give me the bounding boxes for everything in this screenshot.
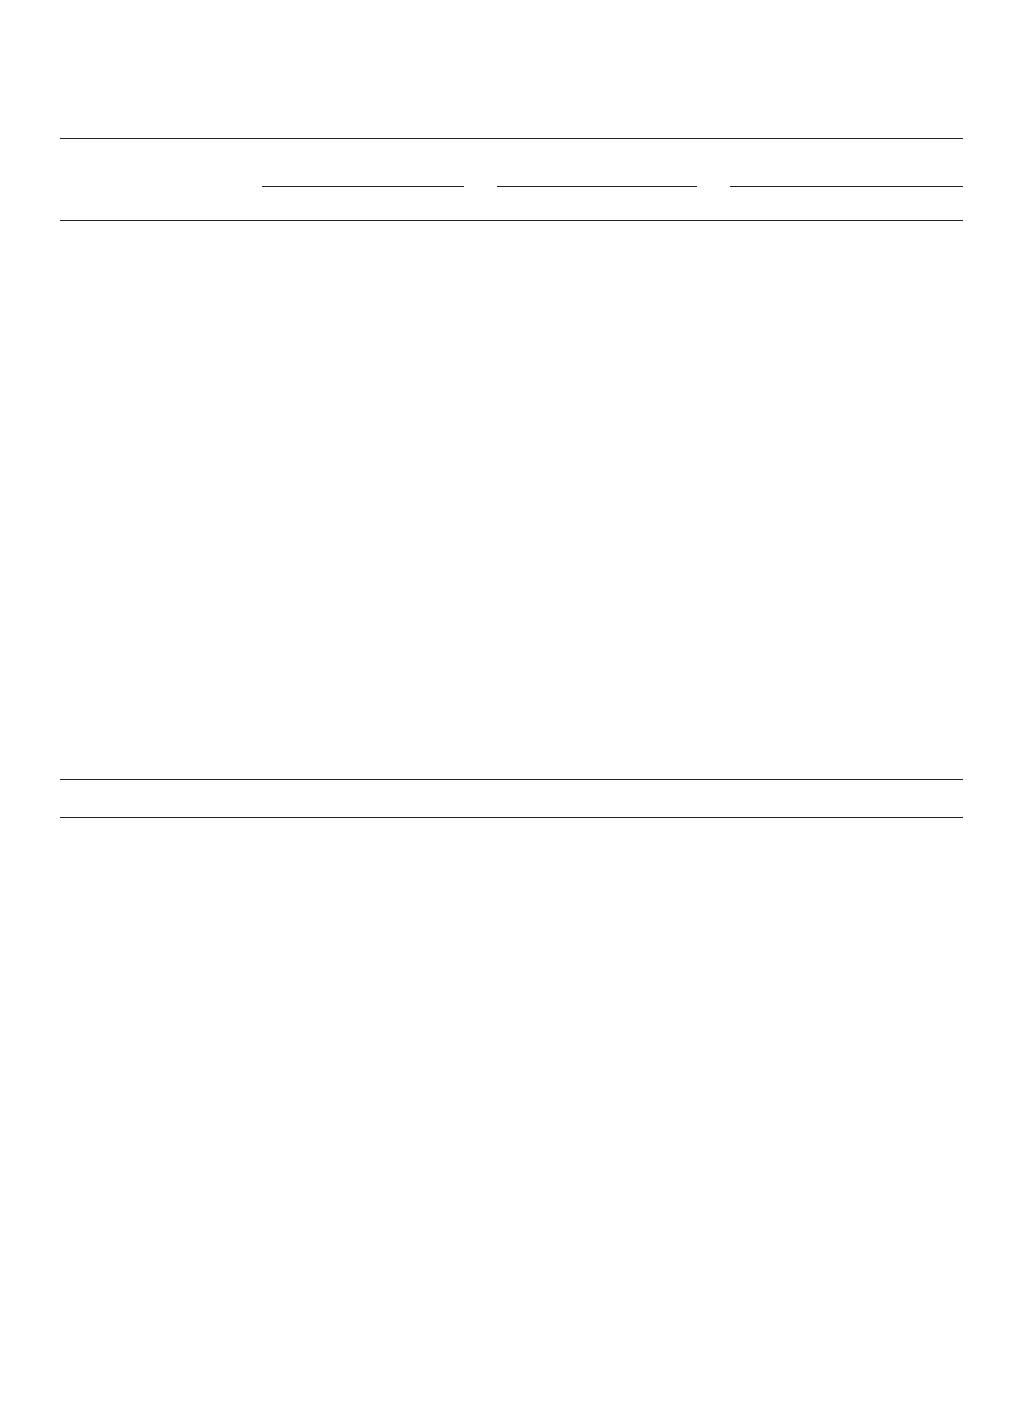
table-54-header-rule (60, 817, 963, 818)
table-53-header-rule (60, 220, 963, 221)
table-53-top-rule (60, 138, 963, 139)
group-rule-3 (730, 186, 963, 187)
table-54-top-rule (60, 779, 963, 780)
group-rule-2 (497, 186, 697, 187)
group-rule-1 (262, 186, 464, 187)
